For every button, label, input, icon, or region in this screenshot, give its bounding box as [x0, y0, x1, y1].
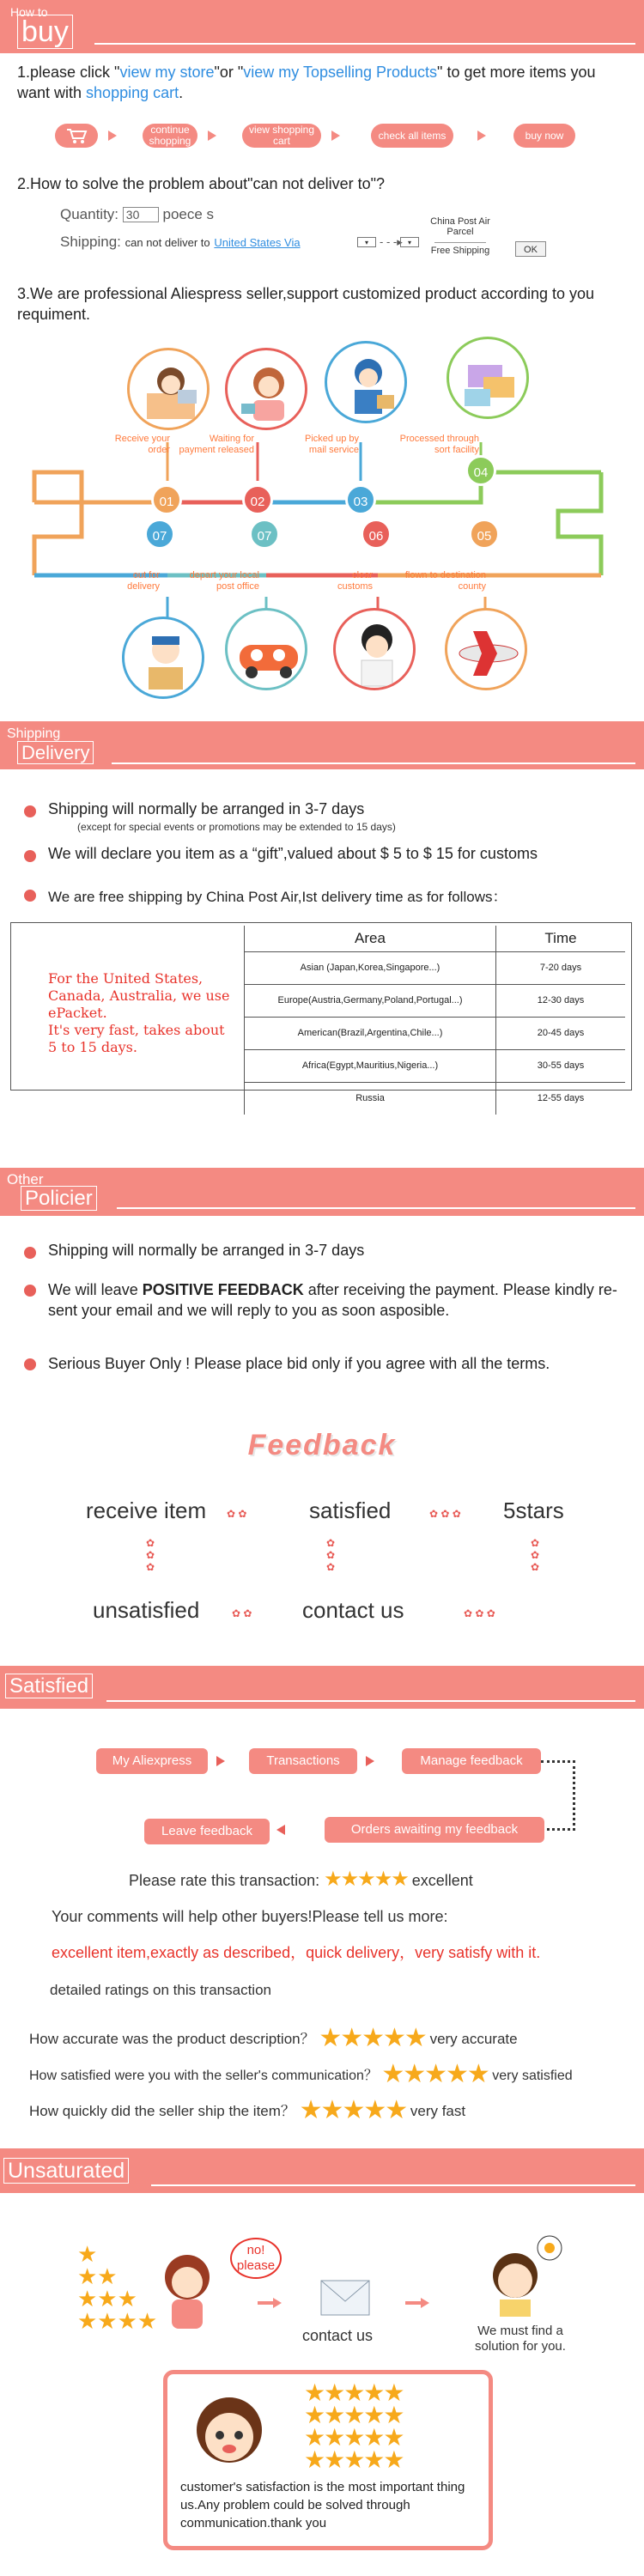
thinking-boy-picture — [476, 2233, 570, 2318]
shipping-label-top: Shipping — [7, 726, 61, 741]
rating-row-2: How satisfied were you with the seller's communication？ ★★★★★ very satisfied — [29, 2060, 573, 2088]
post-office-picture — [225, 608, 307, 690]
step-02-number: 02 — [242, 484, 273, 515]
bullet-dot-icon — [24, 1358, 36, 1370]
sad-girl-picture — [153, 2248, 222, 2334]
paw-print-icon: ✿ ✿ ✿ — [531, 1537, 540, 1573]
other-bullet-1: Shipping will normally be arranged in 3-7 days — [48, 1242, 365, 1259]
howto-step1: 1.please click "view my store"or "view my Topselling Products" to get more items you want with shopping cart. — [17, 64, 596, 101]
out-for-delivery-picture — [122, 617, 204, 699]
leave-feedback-button[interactable]: Leave feedback — [144, 1819, 270, 1844]
shipping-header — [0, 721, 644, 769]
shipping-dropdown-2[interactable]: ▾ — [400, 237, 419, 247]
cart-icon — [65, 127, 88, 144]
unsaturated-contact: contact us — [302, 2327, 374, 2344]
step-01-label: Receive your order — [114, 434, 170, 455]
rating-row-3: How quickly did the seller ship the item？ ★★★★★ very fast — [29, 2096, 466, 2124]
feedback-5stars: 5stars — [503, 1498, 564, 1523]
time-header: Time — [496, 926, 626, 951]
feedback-contact: contact us — [302, 1597, 404, 1623]
flow-arrow-icon — [331, 131, 340, 141]
other-bullet-3: Serious Buyer Only ! Please place bid only if you agree with all the terms. — [48, 1355, 550, 1372]
shipping-option: China Post Air Parcel — [430, 216, 490, 237]
unsaturated-header-line — [151, 2184, 635, 2186]
area-cell: Asian (Japan,Korea,Singapore...) — [245, 951, 496, 984]
other-label-big: Policier — [21, 1187, 97, 1211]
paw-print-icon: ✿ ✿ ✿ — [146, 1537, 155, 1573]
other-header — [0, 1168, 644, 1216]
flow-arrow-icon — [477, 131, 486, 141]
rating-stars-icon[interactable]: ★★★★★ — [299, 2096, 407, 2124]
shipping-text: can not deliver to — [125, 236, 210, 249]
step-04-label: Processed through sort facility — [399, 434, 479, 455]
epacket-note: For the United States, Canada, Australia, we use ePacket. It's very fast, takes about 5 to 15 days. — [48, 970, 230, 1055]
area-cell: Africa(Egypt,Mauritius,Nigeria...) — [245, 1049, 496, 1082]
step-02-label: Waiting for payment released — [179, 434, 254, 455]
feedback-satisfied: satisfied — [309, 1498, 392, 1523]
other-label-top: Other — [7, 1171, 44, 1188]
stars-pyramid-icon: ★ ★★ ★★★ ★★★★ — [77, 2241, 158, 2334]
feedback-receive: receive item — [86, 1498, 207, 1523]
shipping-arrow-icon: - - -▸ — [380, 235, 403, 248]
shopping-cart-link[interactable]: shopping cart — [86, 84, 179, 101]
shipping-bullet-2: We will declare you item as a “gift”,valued about $ 5 to $ 15 for customs — [48, 845, 538, 862]
shipping-option-divider — [434, 242, 486, 243]
area-cell: American(Brazil,Argentina,Chile...) — [245, 1017, 496, 1049]
view-shopping-cart-button[interactable]: view shopping cart — [242, 124, 321, 148]
howto-label-top: How to — [10, 5, 48, 19]
step-06-number: 06 — [361, 519, 392, 550]
shipping-bullet-3: We are free shipping by China Post Air,Ist delivery time as for follows： — [48, 889, 507, 905]
step-05-label: flown to destination county — [404, 570, 486, 592]
feedback-title: Feedback — [247, 1429, 397, 1461]
feedback-unsatisfied: unsatisfied — [93, 1597, 200, 1623]
satisfied-header-line — [106, 1700, 635, 1702]
step-03-label: Picked up by mail service — [305, 434, 359, 455]
paw-print-icon: ✿ ✿ — [232, 1607, 252, 1619]
process-connector-lines — [0, 326, 644, 704]
unsaturated-solution: We must find a solution for you. — [475, 2324, 566, 2354]
receive-order-picture — [127, 348, 210, 430]
flow-arrow-icon — [208, 131, 216, 141]
other-bullet-2: We will leave POSITIVE FEEDBACK after receiving the payment. Please kindly re-sent your email and we will reply to you as soon asposible. — [48, 1281, 617, 1319]
time-cell: 30-55 days — [496, 1049, 626, 1082]
my-aliexpress-button[interactable]: My Aliexpress — [96, 1748, 208, 1774]
cart-icon-button[interactable] — [55, 124, 98, 148]
paw-print-icon: ✿ ✿ ✿ — [429, 1508, 461, 1520]
transactions-button[interactable]: Transactions — [249, 1748, 357, 1774]
mail-service-picture — [325, 341, 407, 423]
step-06-label: clear customs — [337, 570, 373, 592]
howto-header-line — [94, 43, 635, 45]
quantity-unit: poece s — [162, 206, 215, 222]
flow-arrow-icon — [366, 1756, 374, 1766]
rate-value: excellent — [411, 1872, 473, 1889]
orders-awaiting-button[interactable]: Orders awaiting my feedback — [325, 1817, 544, 1843]
view-topselling-link[interactable]: view my Topselling Products — [243, 64, 438, 81]
satisfied-header — [0, 1666, 644, 1709]
time-cell: 12-55 days — [537, 1093, 585, 1104]
step-03-number: 03 — [345, 484, 376, 515]
ok-button[interactable]: OK — [515, 241, 546, 257]
rating-stars-icon[interactable]: ★★★★★ — [319, 2024, 426, 2052]
shipping-free: Free Shipping — [430, 246, 490, 256]
flow-dotted-connector — [541, 1760, 575, 1831]
manage-feedback-button[interactable]: Manage feedback — [402, 1748, 541, 1774]
unsaturated-label: Unsaturated — [3, 2159, 129, 2184]
flight-picture — [445, 608, 527, 690]
satisfaction-message: customer's satisfaction is the most important thing us.Any problem could be solved through communication.thank you — [180, 2480, 465, 2530]
flow-arrow-icon — [216, 1756, 225, 1766]
paw-print-icon: ✿ ✿ — [227, 1508, 247, 1520]
rate-row — [129, 1867, 473, 1892]
paw-print-icon: ✿ ✿ ✿ — [464, 1607, 495, 1619]
howto-step3: 3.We are professional Aliespress seller,support customized product according to you requiment. — [17, 285, 595, 323]
crying-girl-picture — [182, 2391, 276, 2473]
howto-header — [0, 0, 644, 53]
flow-arrow-left-icon — [276, 1825, 285, 1835]
step-07-number-b: 07 — [249, 519, 280, 550]
flow-arrow-shaft — [405, 2301, 422, 2305]
shipping-row — [60, 234, 301, 251]
area-cell: Europe(Austria,Germany,Poland,Portugal...) — [245, 984, 496, 1017]
flow-arrow-shaft — [258, 2301, 275, 2305]
stars-grid-icon: ★★★★★ ★★★★★ ★★★★★ ★★★★★ — [304, 2379, 404, 2473]
shipping-label: Shipping: — [60, 234, 121, 250]
step-07-label: depart your local post office — [189, 570, 259, 592]
rating-stars-icon[interactable]: ★★★★★ — [324, 1868, 408, 1891]
area-header: Area — [245, 926, 496, 951]
shipping-dropdown-1[interactable]: ▾ — [357, 237, 376, 247]
howto-step2: 2.How to solve the problem about"can not deliver to"? — [17, 175, 386, 192]
check-all-items-button[interactable]: check all items — [371, 124, 453, 148]
shipping-header-line — [112, 762, 635, 764]
step-04-number: 04 — [465, 455, 496, 486]
satisfied-label: Satisfied — [5, 1674, 93, 1698]
quantity-row — [60, 206, 214, 223]
other-header-line — [117, 1207, 635, 1209]
unsaturated-header — [0, 2148, 644, 2193]
step-05-number: 05 — [469, 519, 500, 550]
continue-shopping-button[interactable]: continue shopping — [143, 124, 197, 148]
view-my-store-link[interactable]: view my store — [119, 64, 215, 81]
flow-arrow-icon — [108, 131, 117, 141]
rate-text: Please rate this transaction: — [129, 1872, 320, 1889]
shipping-link[interactable]: United States Via — [214, 236, 301, 249]
buy-now-button[interactable]: buy now — [513, 124, 575, 148]
comment-red-text: excellent item,exactly as described，quick delivery，very satisfy with it. — [52, 1944, 541, 1961]
customs-picture — [333, 608, 416, 690]
payment-picture — [225, 348, 307, 430]
shipping-bullet-1: Shipping will normally be arranged in 3-7 days — [48, 800, 365, 817]
positive-feedback-text: POSITIVE FEEDBACK — [142, 1281, 304, 1298]
rating-stars-icon[interactable]: ★★★★★ — [381, 2060, 489, 2088]
comment-text: Your comments will help other buyers!Please tell us more: — [52, 1908, 448, 1925]
time-cell: 20-45 days — [496, 1017, 626, 1049]
step-01-number: 01 — [151, 484, 182, 515]
quantity-input[interactable]: 30 — [123, 207, 159, 222]
shipping-label-big: Delivery — [17, 742, 94, 764]
time-cell: 12-30 days — [496, 984, 626, 1017]
step-07-number-a: 07 — [144, 519, 175, 550]
step-08-label: out for delivery — [127, 570, 160, 592]
area-cell: Russia — [245, 1082, 496, 1115]
no-please-bubble: no! please — [230, 2238, 282, 2279]
bullet-dot-icon — [24, 890, 36, 902]
detailed-ratings-text: detailed ratings on this transaction — [50, 1982, 271, 1998]
paw-print-icon: ✿ ✿ ✿ — [326, 1537, 336, 1573]
rating-row-1: How accurate was the product description？ ★★★★★ very accurate — [29, 2024, 518, 2052]
shipping-bullet-1-note: (except for special events or promotions may be extended to 15 days) — [77, 821, 396, 833]
bullet-dot-icon — [24, 805, 36, 817]
envelope-picture — [316, 2272, 376, 2324]
bullet-dot-icon — [24, 1247, 36, 1259]
sort-facility-picture — [447, 337, 529, 419]
shipping-times-table — [244, 926, 625, 1115]
time-cell: 7-20 days — [496, 951, 626, 984]
quantity-label: Quantity: — [60, 206, 119, 222]
bullet-dot-icon — [24, 850, 36, 862]
bullet-dot-icon — [24, 1285, 36, 1297]
howto-label-big: buy — [17, 15, 73, 49]
